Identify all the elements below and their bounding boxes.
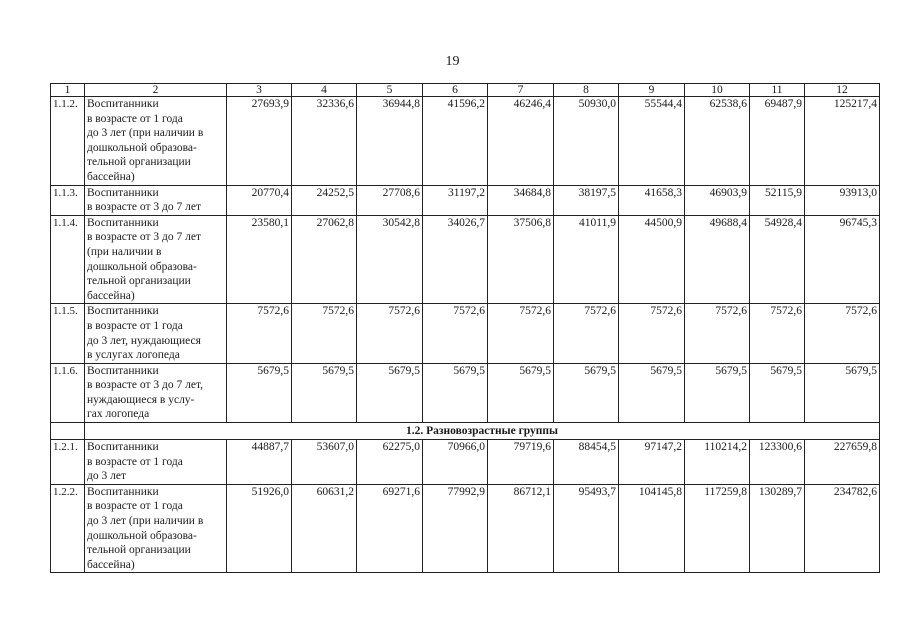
value-cell: 62538,6 [685, 97, 750, 186]
value-cell: 5679,5 [423, 363, 488, 422]
description-line: Воспитанники [87, 216, 159, 229]
value-cell: 5679,5 [750, 363, 805, 422]
value-cell: 24252,5 [292, 185, 357, 215]
description-line: до 3 лет, нуждающиеся [87, 334, 201, 347]
value-cell: 27062,8 [292, 215, 357, 304]
value-cell: 7572,6 [227, 304, 292, 363]
row-description [85, 215, 227, 304]
value-cell: 104145,8 [619, 484, 685, 573]
value-cell: 34026,7 [423, 215, 488, 304]
description-line: в возрасте от 3 до 7 лет [87, 231, 202, 244]
description-line: в возрасте от 1 года [87, 500, 183, 513]
row-code: 1.1.3. [51, 185, 85, 215]
row-code: 1.2.2. [51, 484, 85, 573]
table-row [51, 440, 880, 485]
value-cell: 50930,0 [554, 97, 619, 186]
value-cell: 53607,0 [292, 440, 357, 485]
row-description [85, 304, 227, 363]
table-row [51, 484, 880, 573]
description-line: в возрасте от 1 года [87, 319, 183, 332]
value-cell: 86712,1 [488, 484, 554, 573]
value-cell: 5679,5 [227, 363, 292, 422]
value-cell: 5679,5 [488, 363, 554, 422]
description-line: гах логопеда [87, 408, 150, 421]
value-cell: 88454,5 [554, 440, 619, 485]
value-cell: 79719,6 [488, 440, 554, 485]
value-cell: 77992,9 [423, 484, 488, 573]
value-cell: 27708,6 [357, 185, 423, 215]
column-number-cell: 3 [227, 84, 292, 97]
value-cell: 62275,0 [357, 440, 423, 485]
row-description [85, 440, 227, 485]
value-cell: 70966,0 [423, 440, 488, 485]
page-number: 19 [445, 54, 460, 69]
value-cell: 41011,9 [554, 215, 619, 304]
description-line: Воспитанники [87, 98, 159, 110]
value-cell: 37506,8 [488, 215, 554, 304]
value-cell: 110214,2 [685, 440, 750, 485]
description-line: Воспитанники [87, 305, 159, 318]
value-cell: 96745,3 [805, 215, 880, 304]
description-line: в возрасте от 1 года [87, 455, 183, 468]
value-cell: 7572,6 [357, 304, 423, 363]
value-cell: 5679,5 [357, 363, 423, 422]
column-number-cell: 1 [51, 84, 85, 97]
description-line: (при наличии в [87, 245, 162, 258]
description-line: в услугах логопеда [87, 349, 180, 362]
description-line: тельной организации [87, 544, 191, 557]
row-code: 1.1.2. [51, 97, 85, 186]
description-line: до 3 лет (при наличии в [87, 127, 204, 140]
column-number-cell: 2 [85, 84, 227, 97]
value-cell: 23580,1 [227, 215, 292, 304]
description-line: дошкольной образова- [87, 141, 197, 154]
column-number-cell: 8 [554, 84, 619, 97]
row-description [85, 363, 227, 422]
value-cell: 34684,8 [488, 185, 554, 215]
column-number-cell: 4 [292, 84, 357, 97]
table-row [51, 97, 880, 186]
value-cell: 46246,4 [488, 97, 554, 186]
value-cell: 7572,6 [619, 304, 685, 363]
description-line: тельной организации [87, 156, 191, 169]
column-number-row [51, 84, 880, 97]
description-line: бассейна) [87, 289, 135, 302]
value-cell: 44887,7 [227, 440, 292, 485]
value-cell: 5679,5 [619, 363, 685, 422]
description-line: Воспитанники [87, 441, 159, 454]
column-number-cell: 7 [488, 84, 554, 97]
value-cell: 5679,5 [292, 363, 357, 422]
description-line: Воспитанники [87, 186, 159, 199]
value-cell: 5679,5 [685, 363, 750, 422]
table-row [51, 185, 880, 215]
value-cell: 7572,6 [685, 304, 750, 363]
description-line: Воспитанники [87, 485, 159, 498]
value-cell: 5679,5 [554, 363, 619, 422]
section-spacer [51, 423, 85, 440]
row-description [85, 97, 227, 186]
description-line: дошкольной образова- [87, 529, 197, 542]
value-cell: 31197,2 [423, 185, 488, 215]
row-description [85, 185, 227, 215]
value-cell: 5679,5 [805, 363, 880, 422]
description-line: нуждающиеся в услу- [87, 393, 195, 406]
value-cell: 69271,6 [357, 484, 423, 573]
value-cell: 49688,4 [685, 215, 750, 304]
column-number-cell: 9 [619, 84, 685, 97]
table-body [51, 84, 880, 573]
row-code: 1.1.5. [51, 304, 85, 363]
description-line: в возрасте от 3 до 7 лет, [87, 379, 204, 392]
section-header-row [51, 423, 880, 440]
value-cell: 69487,9 [750, 97, 805, 186]
value-cell: 55544,4 [619, 97, 685, 186]
column-number-cell: 11 [750, 84, 805, 97]
value-cell: 7572,6 [292, 304, 357, 363]
value-cell: 7572,6 [805, 304, 880, 363]
column-number-cell: 10 [685, 84, 750, 97]
value-cell: 38197,5 [554, 185, 619, 215]
value-cell: 20770,4 [227, 185, 292, 215]
value-cell: 41596,2 [423, 97, 488, 186]
description-line: тельной организации [87, 275, 191, 288]
value-cell: 93913,0 [805, 185, 880, 215]
value-cell: 7572,6 [750, 304, 805, 363]
value-cell: 36944,8 [357, 97, 423, 186]
value-cell: 7572,6 [488, 304, 554, 363]
column-number-cell: 12 [805, 84, 880, 97]
value-cell: 32336,6 [292, 97, 357, 186]
description-line: в возрасте от 1 года [87, 112, 183, 125]
row-code: 1.1.6. [51, 363, 85, 422]
value-cell: 7572,6 [554, 304, 619, 363]
value-cell: 46903,9 [685, 185, 750, 215]
value-cell: 44500,9 [619, 215, 685, 304]
row-description [85, 484, 227, 573]
value-cell: 54928,4 [750, 215, 805, 304]
tariff-table [50, 83, 880, 573]
value-cell: 95493,7 [554, 484, 619, 573]
value-cell: 60631,2 [292, 484, 357, 573]
description-line: в возрасте от 3 до 7 лет [87, 201, 202, 214]
row-code: 1.2.1. [51, 440, 85, 485]
value-cell: 97147,2 [619, 440, 685, 485]
column-number-cell: 6 [423, 84, 488, 97]
section-title: 1.2. Разновозрастные группы [85, 423, 880, 440]
value-cell: 27693,9 [227, 97, 292, 186]
value-cell: 125217,4 [805, 97, 880, 186]
value-cell: 123300,6 [750, 440, 805, 485]
row-code: 1.1.4. [51, 215, 85, 304]
value-cell: 41658,3 [619, 185, 685, 215]
table-row [51, 304, 880, 363]
value-cell: 30542,8 [357, 215, 423, 304]
value-cell: 51926,0 [227, 484, 292, 573]
description-line: бассейна) [87, 170, 135, 183]
description-line: дошкольной образова- [87, 260, 197, 273]
table-row [51, 215, 880, 304]
description-line: до 3 лет (при наличии в [87, 515, 204, 528]
description-line: Воспитанники [87, 364, 159, 377]
value-cell: 130289,7 [750, 484, 805, 573]
value-cell: 234782,6 [805, 484, 880, 573]
value-cell: 7572,6 [423, 304, 488, 363]
description-line: до 3 лет [87, 470, 126, 483]
value-cell: 52115,9 [750, 185, 805, 215]
value-cell: 117259,8 [685, 484, 750, 573]
table-row [51, 363, 880, 422]
column-number-cell: 5 [357, 84, 423, 97]
value-cell: 227659,8 [805, 440, 880, 485]
description-line: бассейна) [87, 558, 135, 571]
